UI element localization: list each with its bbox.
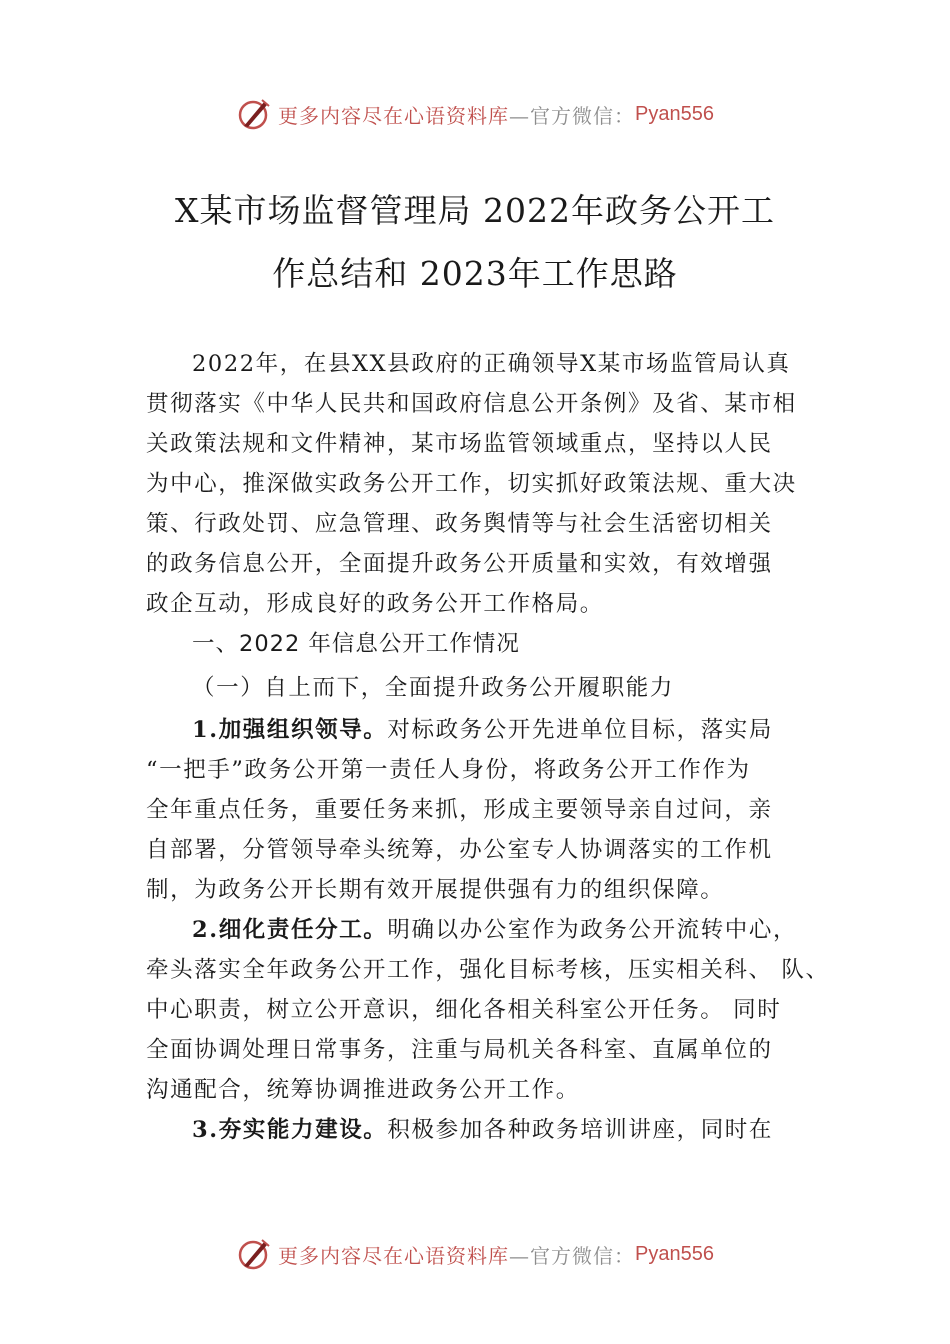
intro-line: 2022年，在县XX县政府的正确领导X某市场监管局认真 (192, 351, 791, 377)
item-line: 沟通配合，统筹协调推进政务公开工作。 (146, 1077, 580, 1103)
watermark-header (0, 94, 950, 134)
watermark-wechat-id: Pyan556 (635, 1242, 714, 1265)
intro-line: 为中心，推深做实政务公开工作，切实抓好政策法规、重大决 (146, 471, 797, 497)
watermark-separator: —官方微信： (509, 103, 636, 128)
item-line: 自部署，分管领导牵头统筹，办公室专人协调落实的工作机 (146, 837, 773, 863)
watermark-separator: —官方微信： (509, 1243, 636, 1268)
intro-line: 策、行政处罚、应急管理、政务舆情等与社会生活密切相关 (146, 511, 773, 537)
intro-paragraph (146, 344, 846, 624)
subsection-heading: （一）自上而下，全面提升政务公开履职能力 (192, 675, 675, 701)
item-1-label: 1.加强组织领导。 (192, 717, 388, 743)
item-line: 全年重点任务，重要任务来抓，形成主要领导亲自过问，亲 (146, 797, 773, 823)
item-line: “一把手”政务公开第一责任人身份，将政务公开工作作为 (146, 757, 751, 783)
item-line: 制，为政务公开长期有效开展提供强有力的组织保障。 (146, 877, 725, 903)
document-title-line2: 作总结和 2023年工作思路 (272, 254, 678, 293)
item-line: 牵头落实全年政务公开工作，强化目标考核，压实相关科、 队、 (146, 957, 830, 983)
item-line: 明确以办公室作为政务公开流转中心， (387, 917, 798, 943)
item-line: 对标政务公开先进单位目标，落实局 (387, 717, 773, 743)
item-line: 积极参加各种政务培训讲座，同时在 (387, 1117, 773, 1143)
item-3-paragraph (146, 1110, 846, 1150)
item-1-paragraph (146, 710, 846, 910)
intro-line: 贯彻落实《中华人民共和国政府信息公开条例》及省、某市相 (146, 391, 797, 417)
watermark-wechat-id: Pyan556 (635, 102, 714, 125)
document-title-line1: X某市场监督管理局 2022年政务公开工 (175, 191, 775, 230)
item-3-label: 3.夯实能力建设。 (192, 1117, 388, 1143)
quill-logo-icon (236, 96, 272, 132)
intro-line: 的政务信息公开，全面提升政务公开质量和实效，有效增强 (146, 551, 773, 577)
watermark-footer (0, 1234, 950, 1274)
item-2-label: 2.细化责任分工。 (192, 917, 388, 943)
item-line: 全面协调处理日常事务，注重与局机关各科室、直属单位的 (146, 1037, 773, 1063)
item-line: 中心职责，树立公开意识，细化各相关科室公开任务。 同时 (146, 997, 782, 1023)
quill-logo-icon (236, 1236, 272, 1272)
intro-line: 关政策法规和文件精神，某市场监管领域重点，坚持以人民 (146, 431, 773, 457)
item-2-paragraph (146, 910, 846, 1110)
watermark-text: 更多内容尽在心语资料库 (278, 103, 510, 128)
intro-line: 政企互动，形成良好的政务公开工作格局。 (146, 591, 604, 617)
watermark-text: 更多内容尽在心语资料库 (278, 1243, 510, 1268)
section-heading: 一、2022 年信息公开工作情况 (192, 631, 520, 657)
